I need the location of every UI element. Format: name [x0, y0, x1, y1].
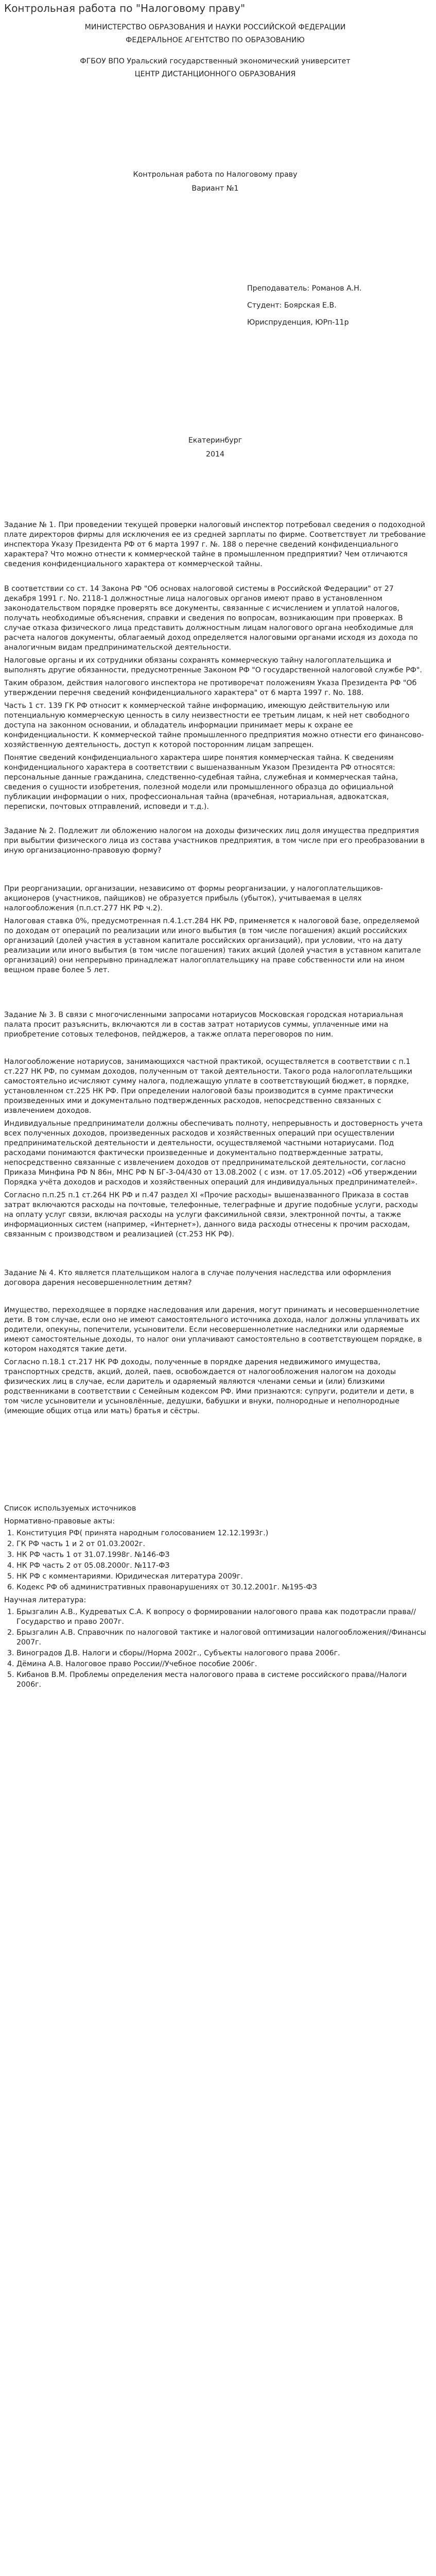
list-item: 1. Брызгалин А.В., Кудреватых С.А. К вопросу о формировании налогового права как подотрасли права//Государство и право 2007г. [16, 1607, 426, 1627]
list-item: 2. ГК РФ часть 1 и 2 от 01.03.2002г. [16, 1539, 426, 1549]
normative-heading: Нормативно-правовые акты: [4, 1517, 115, 1526]
task1-answer [4, 584, 426, 812]
work-title: Контрольная работа по Налоговому праву [133, 171, 298, 179]
task2-paragraph: При реорганизации, организации, независимо от формы реорганизации, у налогоплательщиков-акционеров (участников, пайщиков) не образуется прибыль (убыток), учитываемая в целях налогообложения (п.п.ст.277 НК РФ ч.2). [4, 885, 383, 912]
bibliography-heading: Список используемых источников [4, 1504, 136, 1513]
list-item: 5. Кибанов В.М. Проблемы определения места налогового права в системе российского права//Налоги 2006г. [16, 1670, 426, 1690]
task3-paragraph: Налогообложение нотариусов, занимающихся частной практикой, осуществляется в соответствии с п.1 ст.227 НК РФ, по суммам доходов, полученным от такой деятельности. Такого рода налогоплательщики самостоятельно исчисляют сумму налога, подлежащую уплате в соответствующий бюджет, в порядке, установленном ст.225 НК РФ. При определении налоговой базы производится в сумме практически произведенных ими и документально подтвержденных расходов, непосредственно связанных с извлечением доходов. [4, 1058, 412, 1115]
task3-question: Задание № 3. В связи с многочисленными запросами нотариусов Московская городская нотариальная палата просит разъяснить, включаются ли в состав затрат нотариусов суммы, уплаченные ими на приобретение сотовых телефонов, пейджеров, а также оплата переговоров по ним. [4, 1011, 404, 1039]
task2-answer [4, 884, 426, 975]
literature-heading: Научная литература: [4, 1596, 86, 1604]
list-item: 4. НК РФ часть 2 от 05.08.2000г. №117-ФЗ [16, 1561, 426, 1571]
task1-question: Задание № 1. При проведении текущей проверки налоговый инспектор потребовал сведения о подоходной плате директоров фирмы для исключения ее из средней зарплаты по фирме. Соответствует ли требование инспектора Указу Президента РФ от 6 марта 1997 г. №. 188 о перечне сведений конфиденциального характера? Что можно отнести к коммерческой тайне в промышленном предприятии? Чем отличаются сведения конфиденциального характера от коммерческой тайны. [4, 521, 426, 568]
literature-list [4, 1607, 426, 1690]
list-item: 6. Кодекс РФ об административных правонарушениях от 30.12.2001г. №195-ФЗ [16, 1583, 426, 1592]
task1-paragraph: Понятие сведений конфиденциального характера шире понятия коммерческая тайна. К сведениям конфиденциального характера в соответствии с вышеназванным Указом Президента РФ относятся: персональные данные гражданина, следственно-судебная тайна, служебная и коммерческая тайна, сведения о сущности изобретения, полезной модели или промышленного образца до официальной публикации информации о них, профессиональная тайна (врачебная, нотариальная, адвокатская, переписки, почтовых отправлений, исповеди и т.д.). [4, 754, 398, 811]
group-line: Юриспруденция, ЮРп-11р [247, 318, 349, 327]
city-line: Екатеринбург [188, 436, 242, 445]
signature-block [4, 284, 426, 328]
list-item: 3. Виноградов Д.В. Налоги и сборы//Норма 2002г., Субъекты налогового права 2006г. [16, 1649, 426, 1658]
task4-paragraph: Согласно п.18.1 ст.217 НК РФ доходы, полученные в порядке дарения недвижимого имущества, транспортных средств, акций, долей, паев, освобождается от налогообложения налогом на доходы физических лиц в случае, если даритель и одаряемый являются членами семьи и (или) близкими родственниками в соответствии с Семейным кодексом РФ. Ими признаются: супруги, родители и дети, в том числе усыновители и усыновлённые, дедушки, бабушки и внуки, полнородные и неполнородные (имеющие общих отца или мать) братья и сёстры. [4, 1358, 414, 1415]
task1-paragraph: Налоговые органы и их сотрудники обязаны сохранять коммерческую тайну налогоплательщика и выполнять другие обязанности, предусмотренные Законом РФ "О государственной налоговой службе РФ". [4, 656, 422, 674]
normative-list [4, 1529, 426, 1592]
task2-paragraph: Налоговая ставка 0%, предусмотренная п.4.1.ст.284 НК РФ, применяется к налоговой базе, определяемой по доходам от операций по реализации или иного выбытия (в том числе погашения) акций российских организаций (долей участия в уставном капитале российских организаций), при условии, что на дату реализации или иного выбытия (в том числе погашения) таких акций (долей участия в уставном капитале организаций) они непрерывно принадлежат налогоплательщику на праве собственности или на ином вещном праве более 5 лет. [4, 917, 421, 974]
document-body [4, 23, 426, 1693]
task4-answer [4, 1306, 426, 1416]
university-line: ФГБОУ ВПО Уральский государственный экономический университет [80, 57, 351, 65]
center-line: ЦЕНТР ДИСТАНЦИОННОГО ОБРАЗОВАНИЯ [134, 70, 296, 78]
task1-paragraph: В соответствии со ст. 14 Закона РФ "Об основах налоговой системы в Российской Федерации" от 27 декабря 1991 г. No. 2118-1 должностные лица налоговых органов имеют право в установленном законодательством порядке проверять все документы, связанные с исчислением и уплатой налогов, получать необходимые объяснения, справки и сведения по вопросам, возникающим при проверках. В случае отказа физического лица представить должностным лицам налогового органа необходимые для расчета налогов документы, облагаемый доход определяется налоговыми органами исходя из дохода по аналогичным видам предпринимательской деятельности. [4, 585, 418, 652]
task3-answer [4, 1057, 426, 1240]
list-item: 4. Дёмина А.В. Налоговое право России//Учебное пособие 2006г. [16, 1659, 426, 1669]
task1-paragraph: Таким образом, действия налогового инспектора не противоречат положениям Указа Президента РФ "Об утверждении перечня сведений конфиденциального характера" от 6 марта 1997 г. No. 188. [4, 679, 417, 697]
task3-paragraph: Согласно п.п.25 п.1 ст.264 НК РФ и п.47 раздел XI «Прочие расходы» вышеназванного Приказа в состав затрат включаются расходы на почтовые, телефонные, телеграфные и другие подобные услуги, расходы на оплату услуг связи, включая расходы на услуги факсимильной связи, электронной почты, а также информационных систем (например, «Интернет»), данного вида расходы отнесены к прочим расходам, связанным с производством и реализацией (ст.253 НК РФ). [4, 1191, 418, 1239]
agency-line: ФЕДЕРАЛЬНОЕ АГЕНТСТВО ПО ОБРАЗОВАНИЮ [126, 36, 305, 44]
ministry-line: МИНИСТЕРСТВО ОБРАЗОВАНИЯ И НАУКИ РОССИЙСКОЙ ФЕДЕРАЦИИ [84, 23, 346, 31]
task2-question: Задание № 2. Подлежит ли обложению налогом на доходы физических лиц доля имущества предприятия при выбытии физического лица из состава участников предприятия, в том числе при его преобразовании в иную организационно-правовую форму? [4, 827, 425, 855]
task4-paragraph: Имущество, переходящее в порядке наследования или дарения, могут принимать и несовершеннолетние дети. В том случае, если оно не имеют самостоятельного источника дохода, налог должны уплачивать их родители, опекуны, попечители, усыновители. Если несовершеннолетние наследники или одаряемые имеют самостоятельные доходы, то налог они уплачивают самостоятельно в соответствующем порядке, в котором находятся такие дети. [4, 1306, 422, 1353]
student-line: Студент: Боярская Е.В. [247, 301, 337, 310]
work-variant: Вариант №1 [191, 184, 239, 193]
list-item: 2. Брызгалин А.В. Справочник по налоговой тактике и налоговой оптимизации налогообложения//Финансы 2007г. [16, 1628, 426, 1648]
list-item: 3. НК РФ часть 1 от 31.07.1998г. №146-ФЗ [16, 1550, 426, 1560]
list-item: 1. Конституция РФ( принята народным голосованием 12.12.1993г.) [16, 1529, 426, 1538]
task1-paragraph: Часть 1 ст. 139 ГК РФ относит к коммерческой тайне информацию, имеющую действительную или потенциальную коммерческую ценность в силу неизвестности ее третьим лицам, к ней нет свободного доступа на законном основании, и обладатель информации принимает меры к охране ее конфиденциальности. К коммерческой тайне промышленного предприятия можно отнести его финансово-хозяйственную деятельность, доступ к которой посторонним лицам запрещен. [4, 702, 424, 749]
task4-question: Задание № 4. Кто является плательщиком налога в случае получения наследства или оформления договора дарения несовершеннолетним детям? [4, 1269, 391, 1287]
teacher-line: Преподаватель: Романов А.Н. [247, 284, 362, 293]
list-item: 5. НК РФ с комментариями. Юридическая литература 2009г. [16, 1572, 426, 1582]
year-line: 2014 [205, 450, 225, 459]
page-title: Контрольная работа по "Налоговому праву" [4, 2, 246, 14]
task3-paragraph: Индивидуальные предприниматели должны обеспечивать полноту, непрерывность и достоверность учета всех полученных доходов, произведенных расходов и хозяйственных операций при осуществлении предпринимательской деятельности и деятельности, осуществляемой частными нотариусами. Под расходами понимаются фактически произведенные и документально подтвержденные затраты, непосредственно связанные с извлечением доходов от предпринимательской деятельности, согласно Приказа Минфина РФ N 86н, МНС РФ N БГ-3-04/430 от 13.08.2002 ( с изм. от 17.05.2012) «Об утверждении Порядка учёта доходов и расходов и хозяйственных операций для индивидуальных предпринимателей». [4, 1120, 423, 1187]
